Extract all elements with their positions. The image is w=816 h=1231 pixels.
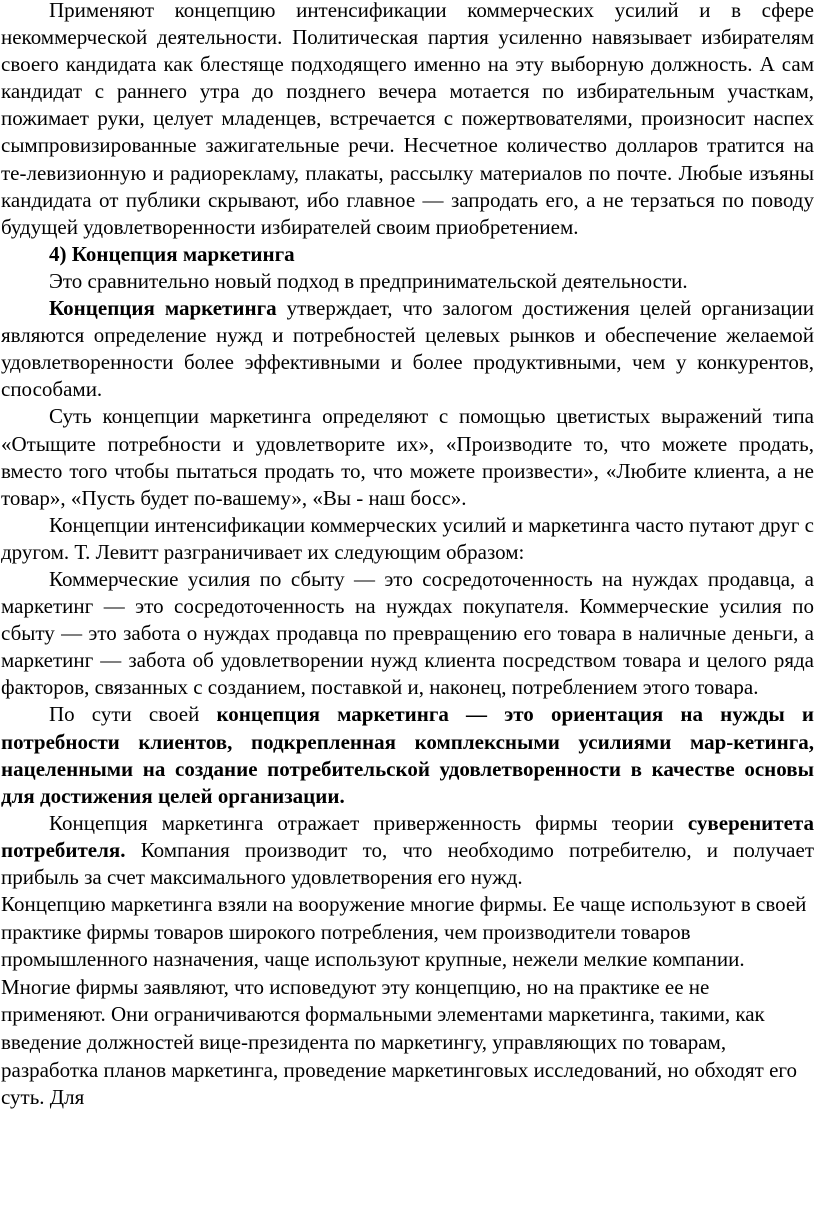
paragraph-essence: Суть концепции маркетинга определяют с помощью цветистых выражений типа «Отыщите потребности и удовлетворите их», «Производите то, что можете продать, вместо того чтобы пытаться продать то, что можете произвести», «Любите клиента, а не товар», «Пусть будет по-вашему», «Вы - наш босс». xyxy=(1,404,814,510)
term-marketing-concept: Концепция маркетинга xyxy=(49,296,277,321)
document-body xyxy=(1,0,814,1112)
paragraph-confusion: Концепции интенсификации коммерческих усилий и маркетинга часто путают друг с другом. Т. Левитт разграничивает их следующим образом: xyxy=(1,512,814,564)
term-consumer-sovereignty: суверенитета потребителя. xyxy=(1,810,814,862)
paragraph-political-example: Применяют концепцию интенсификации коммерческих усилий и в сфере некоммерческой деятельности. Политическая партия усиленно навязывает избирателям своего кандидата как блестяще подходящего именно на эту выборную должность. А сам кандидат с раннего утра до позднего вечера мотается по избирательным участкам, пожимает руки, целует младенцев, встречается с пожертвователями, произносит наспех сымпровизированные зажигательные речи. Несчетное количество долларов тратится на те-левизионную и радиорекламу, плакаты, рассылку материалов по почте. Любые изъяны кандидата от публики скрывают, ибо главное — запродать его, а не терзаться по поводу будущей удовлетворенности избирателей своим приобретением. xyxy=(1,0,814,239)
sovereignty-rest: Компания производит то, что необходимо потребителю, и получает прибыль за счет максимального удовлетворения его нужд. xyxy=(1,837,814,889)
paragraph-adoption: Концепцию маркетинга взяли на вооружение многие фирмы. Ее чаще используют в своей практике фирмы товаров широкого потребления, чем производители товаров промышленного назначения, чаще используют крупные, нежели мелкие компании. Многие фирмы заявляют, что исповедуют эту концепцию, но на практике ее не применяют. Они ограничиваются формальными элементами маркетинга, такими, как введение должностей вице-президента по маркетингу, управляющих по товарам, разработка планов маркетинга, проведение маркетинговых исследований, но обходят его суть. Для xyxy=(1,892,807,1110)
orientation-bold: концепция маркетинга — это ориентация на нужды и потребности клиентов, подкрепленная комплексными усилиями мар-кетинга, нацеленными на создание потребительской удовлетворенности в качестве основы для достижения целей организации. xyxy=(1,702,814,808)
paragraph-new-approach: Это сравнительно новый подход в предпринимательской деятельности. xyxy=(49,268,688,293)
sovereignty-lead: Концепция маркетинга отражает приверженность фирмы теории xyxy=(49,810,688,835)
paragraph-definition xyxy=(1,295,814,403)
paragraph-levitt-distinction: Коммерческие усилия по сбыту — это сосредоточенность на нуждах продавца, а маркетинг — это сосредоточенность на нуждах покупателя. Коммерческие усилия по сбыту — это забота о нуждах продавца по превращению его товара в наличные деньги, а маркетинг — забота об удовлетворении нужд клиента посредством товара и целого ряда факторов, связанных с созданием, поставкой и, наконец, потреблением этого товара. xyxy=(1,566,814,700)
paragraph-orientation xyxy=(1,701,814,809)
orientation-lead: По сути своей xyxy=(49,702,217,727)
paragraph-consumer-sovereignty xyxy=(1,810,814,891)
definition-text: утверждает, что залогом достижения целей организации являются определение нужд и потребностей целевых рынков и обеспечение желаемой удовлетворенности более эффективными и более продуктивными, чем у конкурентов, способами. xyxy=(1,296,814,402)
section-heading-marketing-concept: 4) Концепция маркетинга xyxy=(49,241,295,266)
